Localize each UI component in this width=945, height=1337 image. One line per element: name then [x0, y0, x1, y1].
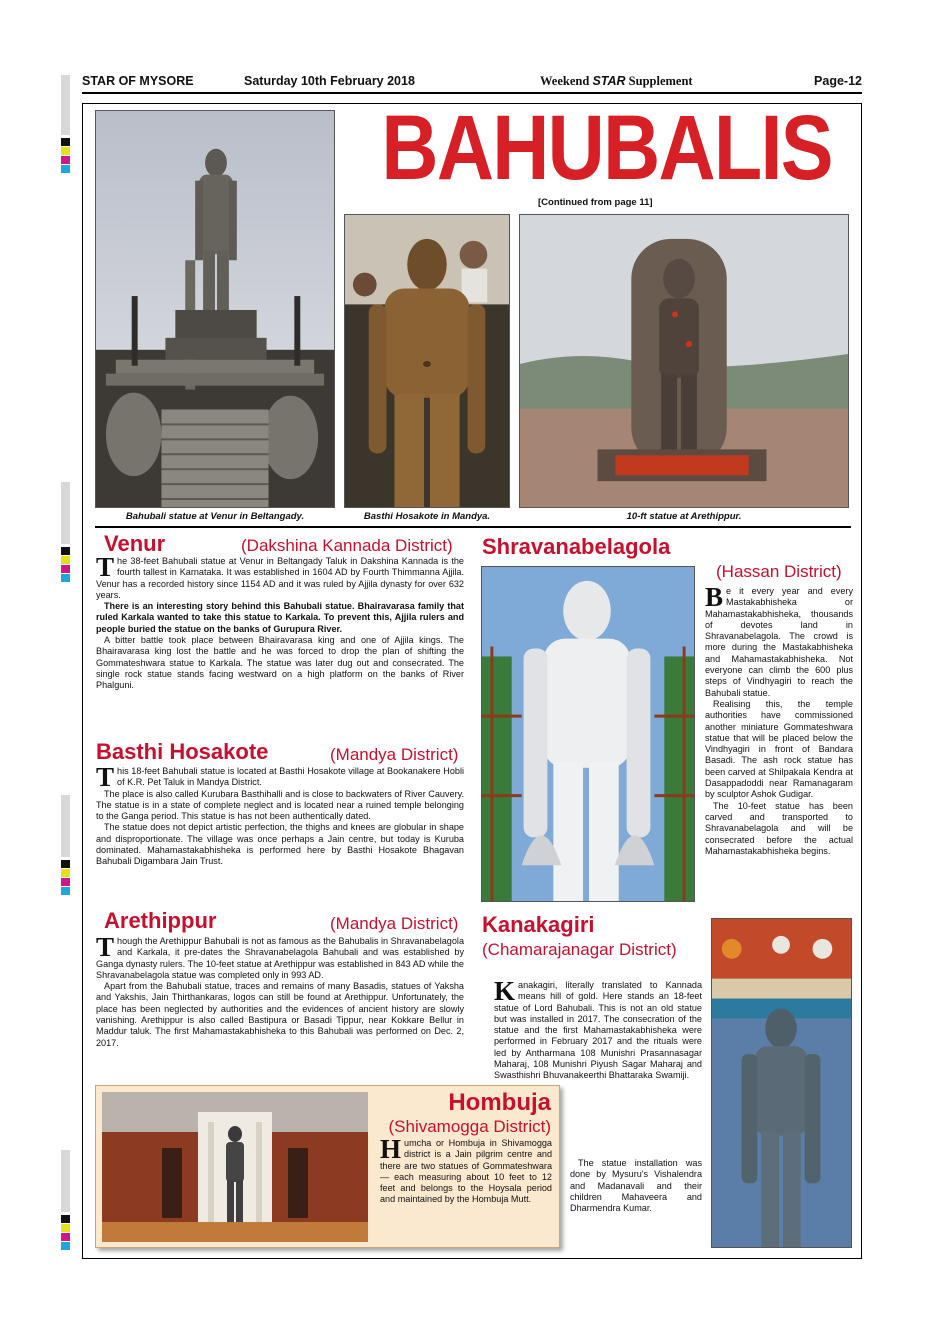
dropcap: T — [96, 552, 115, 582]
section-district-kanakagiri: (Chamarajanagar District) — [482, 940, 677, 959]
section-title-venur: Venur — [104, 531, 166, 556]
paragraph: There is an interesting story behind this Bahubali statue. Bhairavarasa family that ruled Karkala wanted to take this statue to Karkala. To prevent this, Ajjila rulers and people buried the statue on the banks of Gurupura River. — [96, 601, 464, 634]
registration-strip — [61, 795, 70, 857]
paragraph: A bitter battle took place between Bhairavarasa king and one of Ajjila kings. The Bhairavarasa king lost the battle and he was forced to drop the plan of shifting the Gommateshwara statue to Karkala. The statue was later dug out and consecrated. The single rock statue stands facing westward on a high platform on the banks of River Phalguni. — [96, 635, 464, 691]
article-basthi-hosakote — [96, 762, 464, 868]
section-district-basthi-hosakote: (Mandya District) — [330, 745, 459, 764]
registration-strip — [61, 482, 70, 544]
paragraph: The 10-feet statue has been carved and transported to Shravanabelagola and will be consecrated before the actual Mahamastakabhisheka begins. — [705, 800, 853, 856]
photo-shravanabelagola-statue — [481, 566, 695, 902]
paragraph: The place is also called Kurubara Basthihalli and is close to backwaters of River Cauvery. The statue is in a state of complete neglect and is located near a ruined temple belonging to the Ganga period. This statue is has not been authentically dated. — [96, 788, 464, 822]
supplement-pre: Weekend — [540, 74, 593, 88]
photo-kanakagiri-statue — [711, 918, 852, 1248]
caption-arethippur-photo: 10-ft statue at Arethippur. — [626, 511, 742, 522]
paragraph: his 18-feet Bahubali statue is located at Basthi Hosakote village at Bookanakere Hobli of K.R. Pet Taluk in Mandya District. — [117, 766, 464, 788]
supplement-post: Supplement — [625, 74, 693, 88]
paragraph: Realising this, the temple authorities have commissioned another miniature Gommateshwara statue that will be placed below the Vindhyagiri in front of Bandara Basadi. The ash rock statue has been carved at Shilpakala Kendra at Dasappadoddi near Ramanagaram by sculptor Ashok Gudigar. — [705, 698, 853, 800]
page-headline: BAHUBALIS — [381, 97, 832, 199]
photo-hombuja-statue — [102, 1092, 368, 1242]
registration-swatch — [61, 1242, 70, 1250]
registration-swatch — [61, 556, 70, 564]
paper-name: STAR OF MYSORE — [82, 74, 194, 88]
dropcap: K — [494, 976, 516, 1006]
article-hombuja — [380, 1134, 552, 1206]
paragraph: The statue does not depict artistic perfection, the thighs and knees are globular in shape and disproportionate. The village was once perhaps a Jain centre, but today is Kuruba dominated. Mahamastakabhisheka is performed here by Basthi Hosakote Bhagavan Bahubali Digambara Jain Trust. — [96, 822, 464, 867]
dropcap: T — [96, 762, 115, 792]
caption-venur-photo: Bahubali statue at Venur in Beltangady. — [125, 511, 305, 522]
registration-swatch — [61, 869, 70, 877]
registration-swatch — [61, 1224, 70, 1232]
paragraph: e it every year and every Mastakabhisheka or Mahamastakabhisheka, thousands of devotes land in Shravanabelagola. The crowd is more during the Mastakabhisheka and Mahamastakabhisheka. Not everyone can climb the 600 plus steps of Vindhyagiri to reach the Bahubali statue. — [705, 586, 853, 698]
registration-swatch — [61, 138, 70, 146]
registration-swatch — [61, 165, 70, 173]
section-district-hombuja: (Shivamogga District) — [388, 1117, 551, 1136]
registration-swatch — [61, 147, 70, 155]
dropcap: T — [96, 932, 115, 962]
paragraph: The statue installation was done by Mysuru's Vishalendra and Madanavali and their children Mahaveera and Dharmendra Kumar. — [570, 1158, 702, 1214]
supplement-name — [540, 74, 693, 89]
dropcap: H — [380, 1134, 402, 1164]
section-district-shravanabelagola: (Hassan District) — [716, 562, 842, 581]
paragraph: umcha or Hombuja in Shivamogga district is a Jain pilgrim centre and there are two statues of Gommateshwara — each measuring about 10 feet to 12 feet and belongs to the Hoysala period and maintained by the Hombuja Mutt. — [380, 1138, 552, 1205]
paragraph: hough the Arethippur Bahubali is not as famous as the Bahubalis in Shravanabelagola and Karkala, it pre-dates the Shravanabelagola Bahubali and was established by Ganga dynasty rulers. The 10-feet statue at Arethippur was established in 843 AD while the Shravanabelagola statue was completed only in 993 AD. — [96, 936, 464, 980]
article-venur — [96, 552, 464, 692]
article-arethippur — [96, 932, 464, 1049]
photo-basthi-hosakote-statue — [344, 214, 510, 508]
section-title-hombuja: Hombuja — [448, 1089, 551, 1116]
issue-date: Saturday 10th February 2018 — [244, 74, 415, 88]
registration-swatch — [61, 156, 70, 164]
paragraph: anakagiri, literally translated to Kannada means hill of gold. Here stands an 18-feet statue of Lord Bahubali. This is not an old statue but was installed in 2017. The consecration of the statue and the first Mahamastakabhisheka were performed in February 2017 and the rituals were led by Antharmana 108 Munishri Prasannasagar Maharaj, 108 Munishri Piyush Sagar Maharaj and Swasthishri Bhuvanakeerthi Bhattaraka Swamiji. — [494, 980, 702, 1081]
paragraph: he 38-feet Bahubali statue at Venur in Beltangady Taluk in Dakshina Kannada is the fourth tallest in Karnataka. It was established in 1604 AD by Fourth Thimmanna Ajjila. Venur has a recorded history since 1154 AD and it was ruled by Ajjila dynasty for over 632 years. — [96, 556, 464, 600]
registration-swatch — [61, 574, 70, 582]
page-number: Page-12 — [814, 74, 862, 88]
article-kanakagiri — [494, 976, 702, 1082]
section-title-kanakagiri: Kanakagiri — [482, 912, 595, 937]
section-title-shravanabelagola: Shravanabelagola — [482, 534, 671, 559]
section-title-basthi-hosakote: Basthi Hosakote — [96, 739, 269, 764]
registration-swatch — [61, 547, 70, 555]
caption-basthi-photo: Basthi Hosakote in Mandya. — [363, 511, 491, 522]
registration-strip — [61, 1150, 70, 1212]
registration-swatch — [61, 878, 70, 886]
masthead — [82, 72, 862, 94]
registration-swatch — [61, 1215, 70, 1223]
registration-strip-top — [61, 75, 70, 135]
article-shravanabelagola — [705, 582, 853, 857]
registration-swatch — [61, 887, 70, 895]
caption-divider — [95, 526, 851, 528]
photo-arethippur-statue — [519, 214, 849, 508]
hombuja-box — [95, 1085, 560, 1248]
registration-swatch — [61, 860, 70, 868]
photo-venur-statue — [95, 110, 335, 508]
section-district-venur: (Dakshina Kannada District) — [241, 536, 453, 555]
paragraph: Apart from the Bahubali statue, traces and remains of many Basadis, statues of Yaksha and Yakshis, Jain Thirthankaras, logos can still be found at Arethippur. Unfortunately, the place has been neglected by authorities and the evidences of ancient history are slowly vanishing. Arethippur is also called Bastipura or Basadi Tippur, near Kokkare Bellur in Maddur taluk. The first Mahamastakabhisheka to this Bahubali was performed on Dec. 2, 2017. — [96, 981, 464, 1048]
article-kanakagiri-continued — [570, 1158, 702, 1214]
section-title-arethippur: Arethippur — [104, 908, 217, 933]
supplement-star: STAR — [592, 74, 626, 88]
registration-swatch — [61, 565, 70, 573]
dropcap: B — [705, 582, 724, 612]
continued-note: [Continued from page 11] — [538, 197, 653, 208]
registration-swatch — [61, 1233, 70, 1241]
section-district-arethippur: (Mandya District) — [330, 914, 459, 933]
